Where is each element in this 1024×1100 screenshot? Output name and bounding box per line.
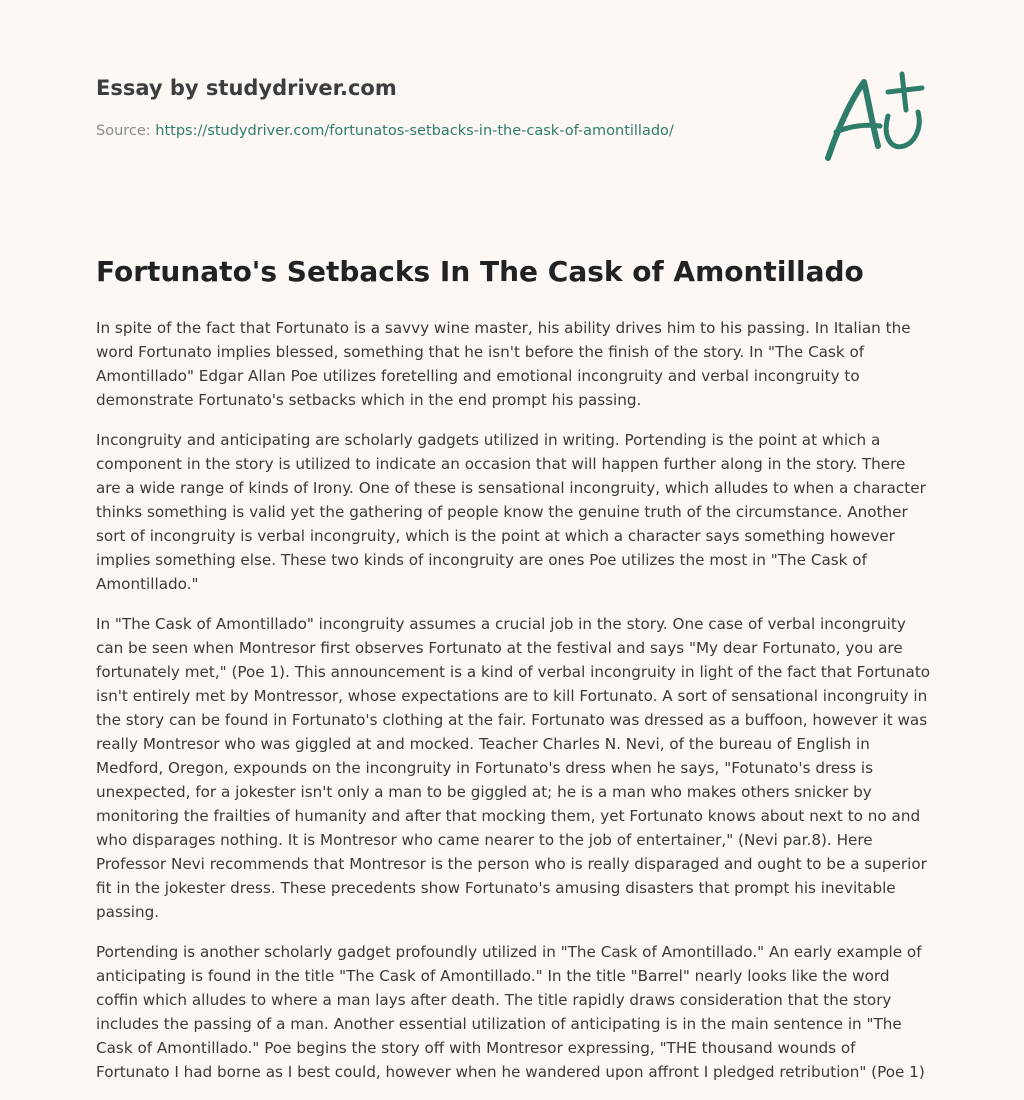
- essay-paragraph: Incongruity and anticipating are scholarly gadgets utilized in writing. Portending is the point at which a component in the story is utilized to indicate an occasion that will happen further along in the story. There are a wide range of kinds of Irony. One of these is sensational incongruity, which alludes to when a character thinks something is valid yet the gathering of people know the genuine truth of the circumstance. Another sort of incongruity is verbal incongruity, which is the point at which a character says something however implies something else. These two kinds of incongruity are ones Poe utilizes the most in "The Cask of Amontillado.": [96, 431, 926, 593]
- a-plus-logo-icon: [818, 68, 928, 164]
- essay-paragraph: Portending is another scholarly gadget profoundly utilized in "The Cask of Amontillado." An early example of anticipating is found in the title "The Cask of Amontillado." In the title "Barrel" nearly looks like the word coffin which alludes to where a man lays after death. The title rapidly draws consideration that the story includes the passing of a man. Another essential utilization of anticipating is in the main sentence in "The Cask of Amontillado." Poe begins the story off with Montresor expressing, "THE thousand wounds of Fortunato I had borne as I best could, however when he wandered upon affront I pledged retribution" (Poe 1): [96, 943, 925, 1081]
- source-link[interactable]: https://studydriver.com/fortunatos-setbacks-in-the-cask-of-amontillado/: [155, 123, 674, 139]
- source-label: Source:: [96, 123, 151, 139]
- essay-paragraph: In "The Cask of Amontillado" incongruity assumes a crucial job in the story. One case of verbal incongruity can be seen when Montresor first observes Fortunato at the festival and says "My dear Fortunato, you are fortunately met," (Poe 1). This announcement is a kind of verbal incongruity in light of the fact that Fortunato isn't entirely met by Montressor, whose expectations are to kill Fortunato. A sort of sensational incongruity in the story can be found in Fortunato's clothing at the fair. Fortunato was dressed as a buffoon, however it was really Montresor who was giggled at and mocked. Teacher Charles N. Nevi, of the bureau of English in Medford, Oregon, expounds on the incongruity in Fortunato's dress when he says, "Fotunato's dress is unexpected, for a jokester isn't only a man to be giggled at; he is a man who makes others snicker by monitoring the frailties of humanity and after that mocking them, yet Fortunato knows about next to no and who disparages nothing. It is Montresor who came nearer to the job of entertainer," (Nevi par.8). Here Professor Nevi recommends that Montresor is the person who is really disparaged and ought to be a superior fit in the jokester dress. These precedents show Fortunato's amusing disasters that prompt his inevitable passing.: [96, 615, 931, 921]
- essay-paragraph: In spite of the fact that Fortunato is a savvy wine master, his ability drives him to his passing. In Italian the word Fortunato implies blessed, something that he isn't before the finish of the story. In "The Cask of Amontillado" Edgar Allan Poe utilizes foretelling and emotional incongruity and verbal incongruity to demonstrate Fortunato's setbacks which in the end prompt his passing.: [96, 319, 911, 409]
- essay-body: [96, 316, 932, 1100]
- site-brand: Essay by studydriver.com: [96, 76, 397, 100]
- source-line: [96, 123, 674, 139]
- essay-title: Fortunato's Setbacks In The Cask of Amontillado: [96, 255, 864, 288]
